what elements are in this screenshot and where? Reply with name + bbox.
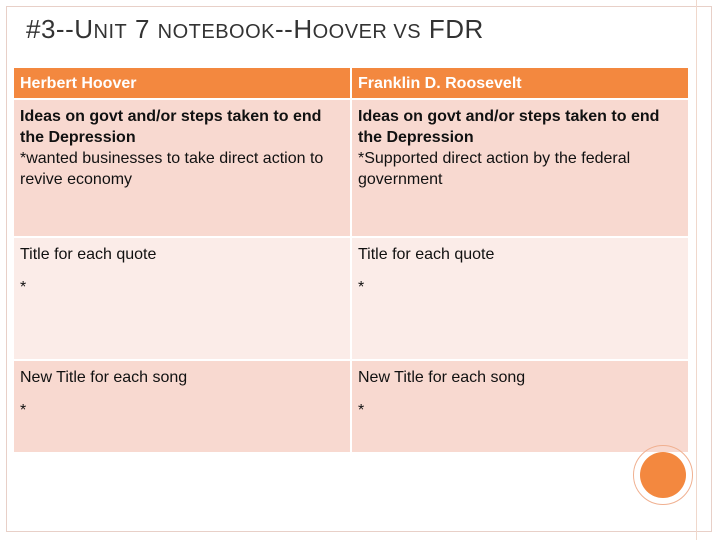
quote-label: Title for each quote (358, 246, 495, 263)
ideas-heading: Ideas on govt and/or steps taken to end the Depression (20, 108, 322, 146)
quote-bullet: * (20, 279, 27, 296)
fdr-ideas-text: *Supported direct action by the federal government (358, 150, 631, 188)
cell-fdr-songs (351, 360, 689, 453)
cell-fdr-quotes (351, 237, 689, 360)
hoover-ideas-text: *wanted businesses to take direct action to revive economy (20, 150, 324, 188)
right-rule (696, 0, 697, 540)
cell-hoover-quotes (13, 237, 351, 360)
decorative-circle (640, 452, 686, 498)
song-label: New Title for each song (20, 369, 188, 386)
quote-label: Title for each quote (20, 246, 157, 263)
cell-hoover-ideas (13, 99, 351, 237)
ideas-heading: Ideas on govt and/or steps taken to end the Depression (358, 108, 660, 146)
slide-title: #3--UNIT 7 NOTEBOOK--HOOVER VS FDR (26, 14, 484, 44)
table-header-row (13, 67, 689, 99)
cell-fdr-ideas (351, 99, 689, 237)
header-hoover: Herbert Hoover (13, 67, 351, 99)
table-row-ideas (13, 99, 689, 237)
cell-hoover-songs (13, 360, 351, 453)
header-fdr: Franklin D. Roosevelt (351, 67, 689, 99)
quote-bullet: * (358, 279, 365, 296)
table-row-quotes (13, 237, 689, 360)
comparison-table (12, 66, 690, 454)
song-label: New Title for each song (358, 369, 526, 386)
table-row-songs (13, 360, 689, 453)
song-bullet: * (20, 402, 27, 419)
song-bullet: * (358, 402, 365, 419)
